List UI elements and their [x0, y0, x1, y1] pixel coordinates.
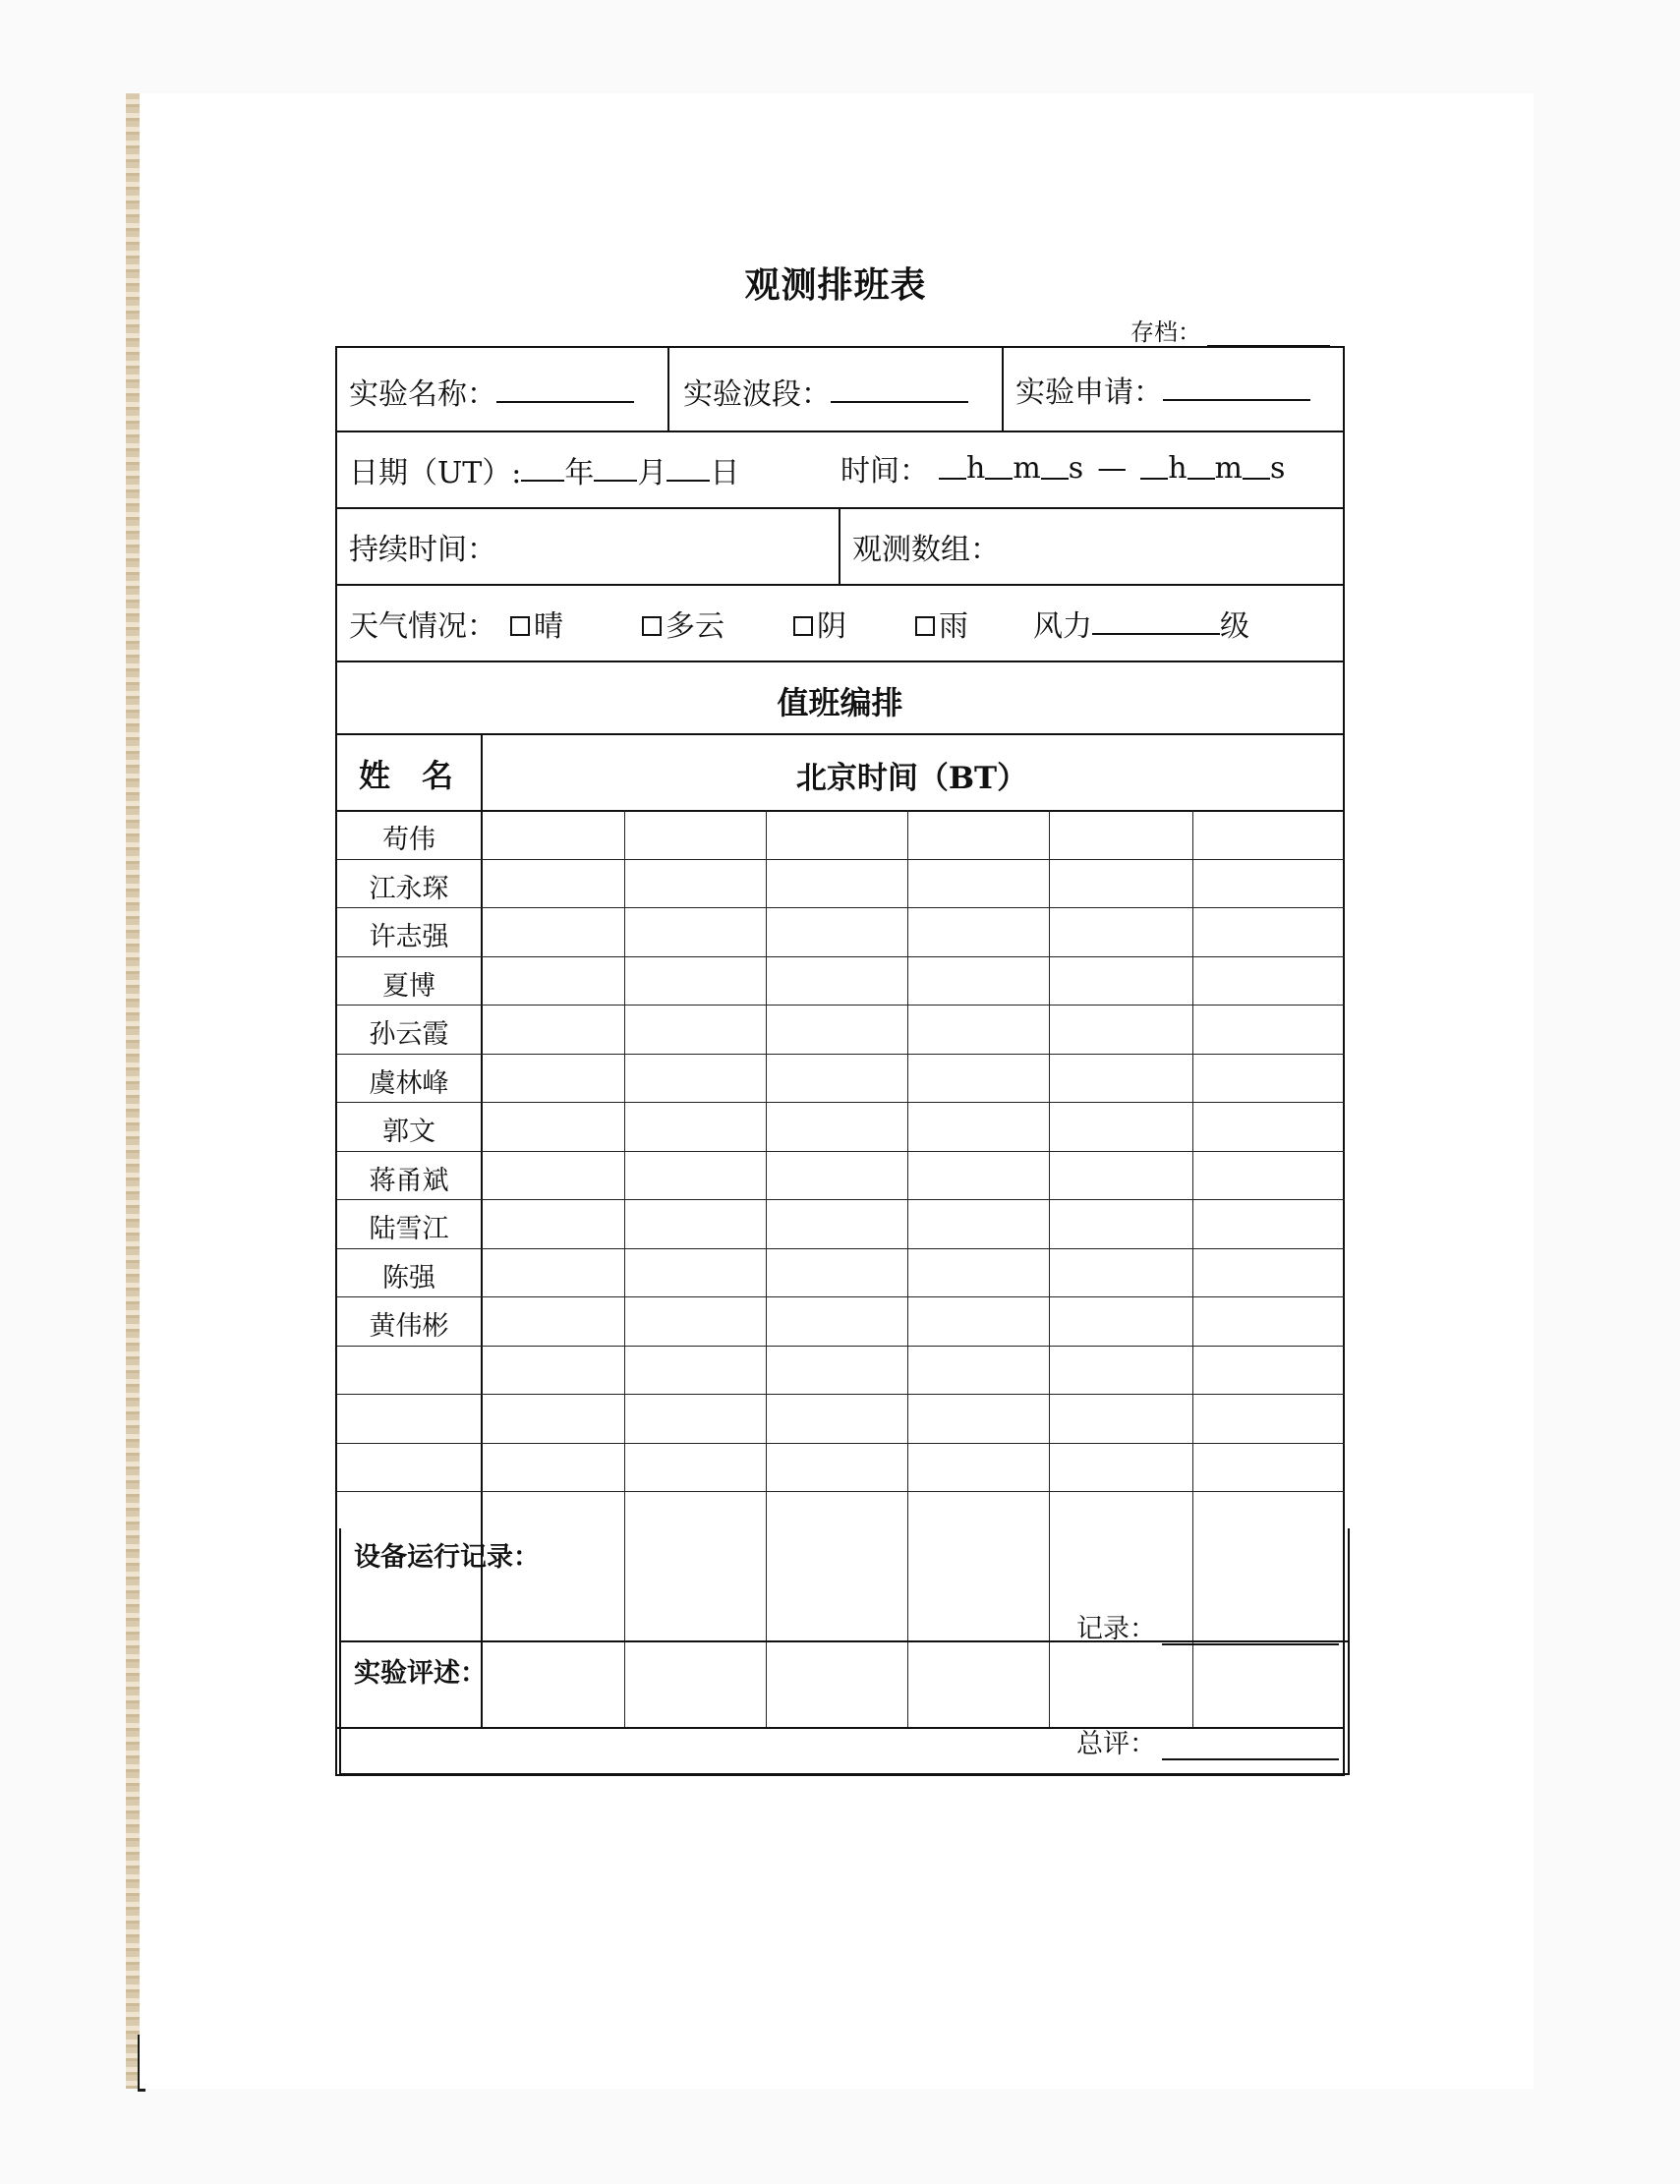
- time-dash: —: [1097, 450, 1128, 486]
- weather-option-label: 多云: [666, 609, 724, 644]
- year-label: 年: [564, 456, 595, 490]
- staff-name: 苟伟: [382, 825, 435, 855]
- time-label: 时间：: [840, 454, 929, 489]
- table-row: [337, 956, 1345, 957]
- day-blank[interactable]: [666, 458, 710, 482]
- staff-name: 陈强: [382, 1262, 435, 1293]
- staff-name: 许志强: [369, 922, 449, 952]
- table-row: [337, 1151, 1345, 1152]
- minute-unit: m: [1214, 450, 1243, 486]
- table-row: [337, 907, 1345, 908]
- weather-option-label: 雨: [939, 609, 968, 644]
- staff-name: 陆雪江: [369, 1214, 449, 1244]
- month-blank[interactable]: [594, 458, 637, 482]
- overall-field[interactable]: [1076, 1722, 1339, 1760]
- second-unit: s: [1068, 450, 1084, 486]
- checkbox-icon[interactable]: [510, 616, 530, 636]
- observation-group-label: 观测数组：: [852, 533, 1000, 567]
- observation-group-field[interactable]: [852, 525, 1000, 568]
- experiment-band-field[interactable]: [683, 370, 968, 413]
- hour-unit: h: [1168, 450, 1188, 486]
- staff-name: 虞林峰: [369, 1067, 449, 1099]
- row-divider: [337, 584, 1343, 586]
- row-divider: [337, 661, 1343, 662]
- divider: [1002, 348, 1004, 431]
- staff-name: 蒋甬斌: [369, 1165, 449, 1196]
- weather-label: 天气情况：: [349, 609, 496, 644]
- experiment-application-label: 实验申请：: [1015, 375, 1163, 410]
- name-header: 姓 名: [359, 757, 454, 794]
- checkbox-icon[interactable]: [642, 616, 662, 636]
- paper-edge: [126, 93, 140, 2089]
- table-row: [337, 1296, 1345, 1297]
- experiment-name-blank[interactable]: [496, 379, 634, 403]
- recorder-label: 记录：: [1076, 1614, 1156, 1644]
- wind-label: 风力: [1033, 609, 1092, 644]
- weather-field: [349, 602, 1249, 645]
- day-label: 日: [710, 456, 740, 490]
- experiment-band-label: 实验波段：: [683, 377, 831, 412]
- table-row: [337, 1199, 1345, 1200]
- staff-name: 孙云霞: [369, 1019, 449, 1050]
- wind-blank[interactable]: [1092, 611, 1220, 635]
- table-row: [337, 1248, 1345, 1249]
- duration-label: 持续时间：: [349, 533, 496, 567]
- end-m-blank[interactable]: [1188, 456, 1215, 480]
- weather-option-cloudy[interactable]: [642, 602, 724, 645]
- schedule-title: 值班编排: [777, 684, 903, 721]
- hour-unit: h: [966, 450, 986, 486]
- checkbox-icon[interactable]: [793, 616, 813, 636]
- experiment-application-field[interactable]: [1015, 368, 1310, 411]
- weather-option-overcast[interactable]: [793, 602, 846, 645]
- month-label: 月: [637, 456, 667, 490]
- experiment-band-blank[interactable]: [831, 379, 968, 403]
- table-row: [337, 1102, 1345, 1103]
- start-s-blank[interactable]: [1041, 456, 1069, 480]
- table-row: [337, 1443, 1345, 1444]
- equipment-log-label: 设备运行记录：: [354, 1542, 540, 1573]
- overall-label: 总评：: [1076, 1729, 1156, 1759]
- recorder-blank[interactable]: [1162, 1622, 1339, 1645]
- table-row: [337, 1346, 1345, 1347]
- weather-option-sunny[interactable]: [510, 602, 563, 645]
- start-m-blank[interactable]: [985, 456, 1013, 480]
- experiment-name-field[interactable]: [349, 370, 634, 413]
- experiment-name-label: 实验名称：: [349, 377, 496, 412]
- table-row: [337, 1491, 1345, 1492]
- page-title: 观测排班表: [744, 264, 927, 306]
- staff-name: 夏博: [382, 970, 435, 1002]
- divider: [667, 348, 669, 431]
- checkbox-icon[interactable]: [915, 616, 935, 636]
- staff-name: 黄伟彬: [369, 1311, 449, 1342]
- archive-field: [1130, 313, 1330, 347]
- recorder-field[interactable]: [1076, 1607, 1339, 1645]
- end-h-blank[interactable]: [1140, 456, 1168, 480]
- wind-level-label: 级: [1220, 609, 1249, 644]
- duration-field[interactable]: [349, 525, 496, 568]
- weather-option-label: 晴: [534, 609, 563, 644]
- experiment-application-blank[interactable]: [1163, 377, 1310, 401]
- table-row: [337, 859, 1345, 860]
- staff-name: 郭文: [382, 1117, 435, 1147]
- table-row: [337, 1054, 1345, 1055]
- year-blank[interactable]: [521, 458, 564, 482]
- time-field[interactable]: [840, 446, 1285, 489]
- archive-label: 存档：: [1130, 318, 1201, 346]
- minute-unit: m: [1013, 450, 1041, 486]
- overall-blank[interactable]: [1162, 1737, 1339, 1760]
- table-row: [337, 1005, 1345, 1006]
- second-unit: s: [1269, 450, 1286, 486]
- row-divider: [337, 733, 1343, 735]
- divider: [839, 507, 840, 584]
- weather-option-label: 阴: [817, 609, 846, 644]
- time-header: 北京时间（BT）: [795, 761, 1028, 796]
- table-row: [337, 1394, 1345, 1395]
- archive-blank[interactable]: [1207, 321, 1330, 347]
- date-field[interactable]: [349, 448, 739, 491]
- experiment-review-label: 实验评述：: [354, 1658, 487, 1689]
- start-h-blank[interactable]: [939, 456, 966, 480]
- date-label: 日期（UT）:: [349, 456, 522, 490]
- staff-name: 江永琛: [369, 873, 449, 904]
- weather-option-rain[interactable]: [915, 602, 968, 645]
- end-s-blank[interactable]: [1243, 456, 1270, 480]
- row-divider: [337, 431, 1343, 432]
